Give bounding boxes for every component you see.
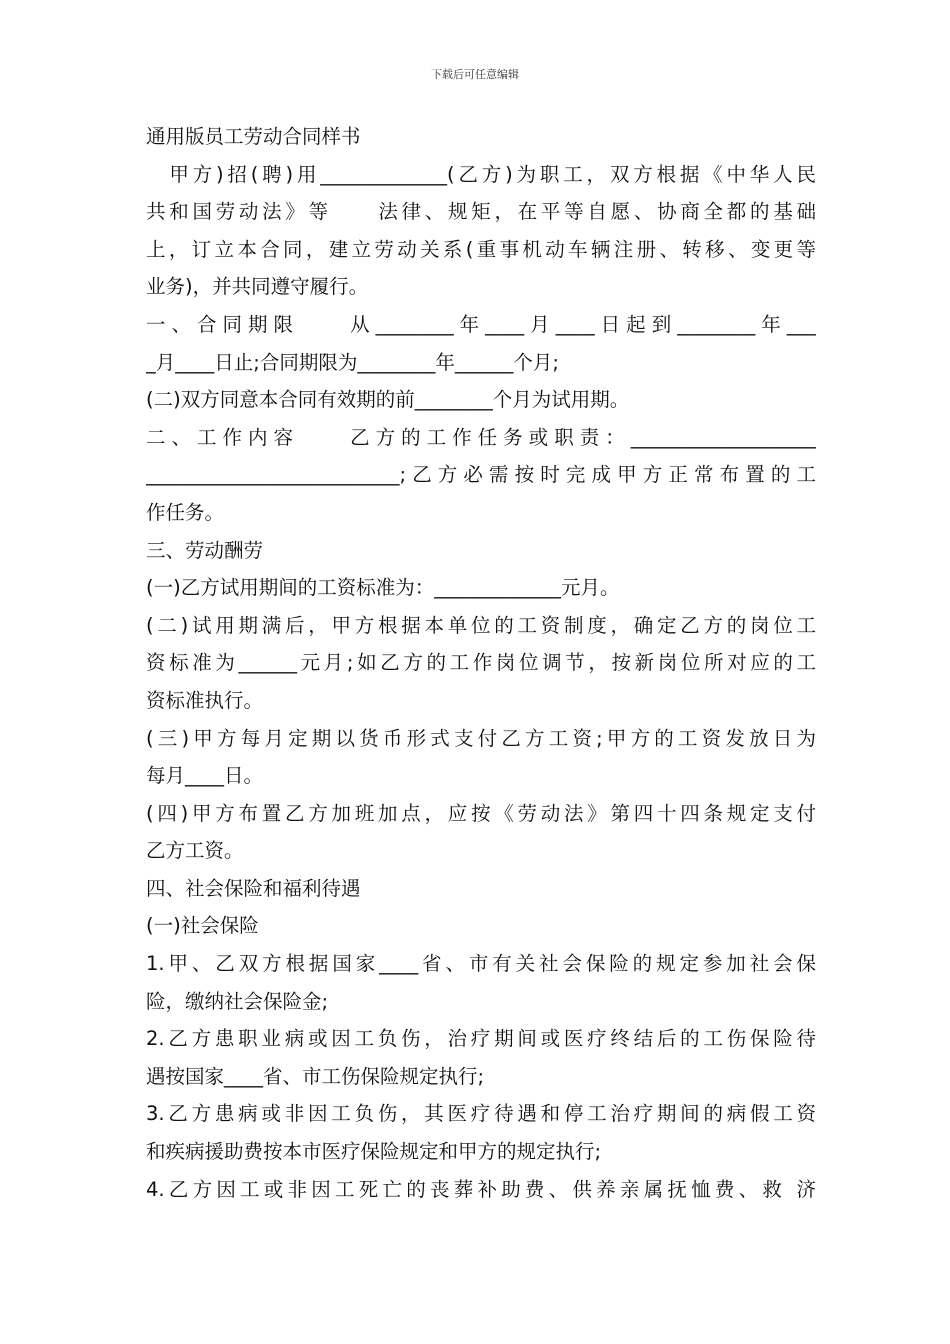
paragraph-line: 二、工作内容 乙方的工作任务或职责：___________________	[146, 425, 816, 449]
paragraph-line: 1.甲、乙双方根据国家____省、市有关社会保险的规定参加社会保	[146, 952, 816, 976]
document-body	[146, 118, 816, 1208]
paragraph-line: 乙方工资。	[146, 839, 244, 863]
paragraph-line: 甲方)招(聘)用_____________(乙方)为职工，双方根据《中华人民	[146, 162, 816, 186]
paragraph-line: (二)双方同意本合同有效期的前________个月为试用期。	[146, 388, 630, 412]
paragraph-line: (三)甲方每月定期以货币形式支付乙方工资;甲方的工资发放日为	[146, 726, 816, 750]
paragraph-line: (四)甲方布置乙方加班加点，应按《劳动法》第四十四条规定支付	[146, 801, 816, 825]
section-heading: 三、劳动酬劳	[146, 538, 264, 562]
paragraph-line: 险，缴纳社会保险金;	[146, 989, 329, 1013]
paragraph-line: 业务)，并共同遵守履行。	[146, 275, 369, 299]
page-header-note: 下载后可任意编辑	[431, 68, 519, 81]
subsection-heading: (一)社会保险	[146, 914, 259, 938]
document-title: 通用版员工劳动合同样书	[146, 125, 361, 148]
paragraph-line: 2.乙方患职业病或因工负伤，治疗期间或医疗终结后的工伤保险待	[146, 1027, 816, 1051]
paragraph-line: 一、合同期限 从________年____月____日起到________年___	[146, 312, 816, 336]
paragraph-line: 和疾病援助费按本市医疗保险规定和甲方的规定执行;	[146, 1140, 602, 1164]
paragraph-line: 上，订立本合同，建立劳动关系(重事机动车辆注册、转移、变更等	[146, 237, 816, 261]
paragraph-line: 作任务。	[146, 500, 225, 524]
paragraph-line: 资标准执行。	[146, 688, 264, 712]
section-heading: 四、社会保险和福利待遇	[146, 876, 361, 900]
paragraph-line: 4.乙方因工或非因工死亡的丧葬补助费、供养亲属抚恤费、救 济	[146, 1177, 816, 1201]
paragraph-line: 每月____日。	[146, 764, 264, 788]
paragraph-line: 共和国劳动法》等 法律、规矩，在平等自愿、协商全都的基础	[146, 200, 816, 224]
paragraph-line: 3.乙方患病或非因工负伤，其医疗待遇和停工治疗期间的病假工资	[146, 1102, 816, 1126]
paragraph-line: (二)试用期满后，甲方根据本单位的工资制度，确定乙方的岗位工	[146, 613, 816, 637]
paragraph-line: _月____日止;合同期限为________年______个月;	[146, 350, 559, 374]
paragraph-line: 遇按国家____省、市工伤保险规定执行;	[146, 1064, 485, 1088]
paragraph-line: 资标准为______元月;如乙方的工作岗位调节，按新岗位所对应的工	[146, 651, 816, 675]
paragraph-line: __________________________;乙方必需按时完成甲方正常布置的工	[146, 463, 816, 487]
paragraph-line: (一)乙方试用期间的工资标准为：_____________元月。	[146, 576, 620, 600]
